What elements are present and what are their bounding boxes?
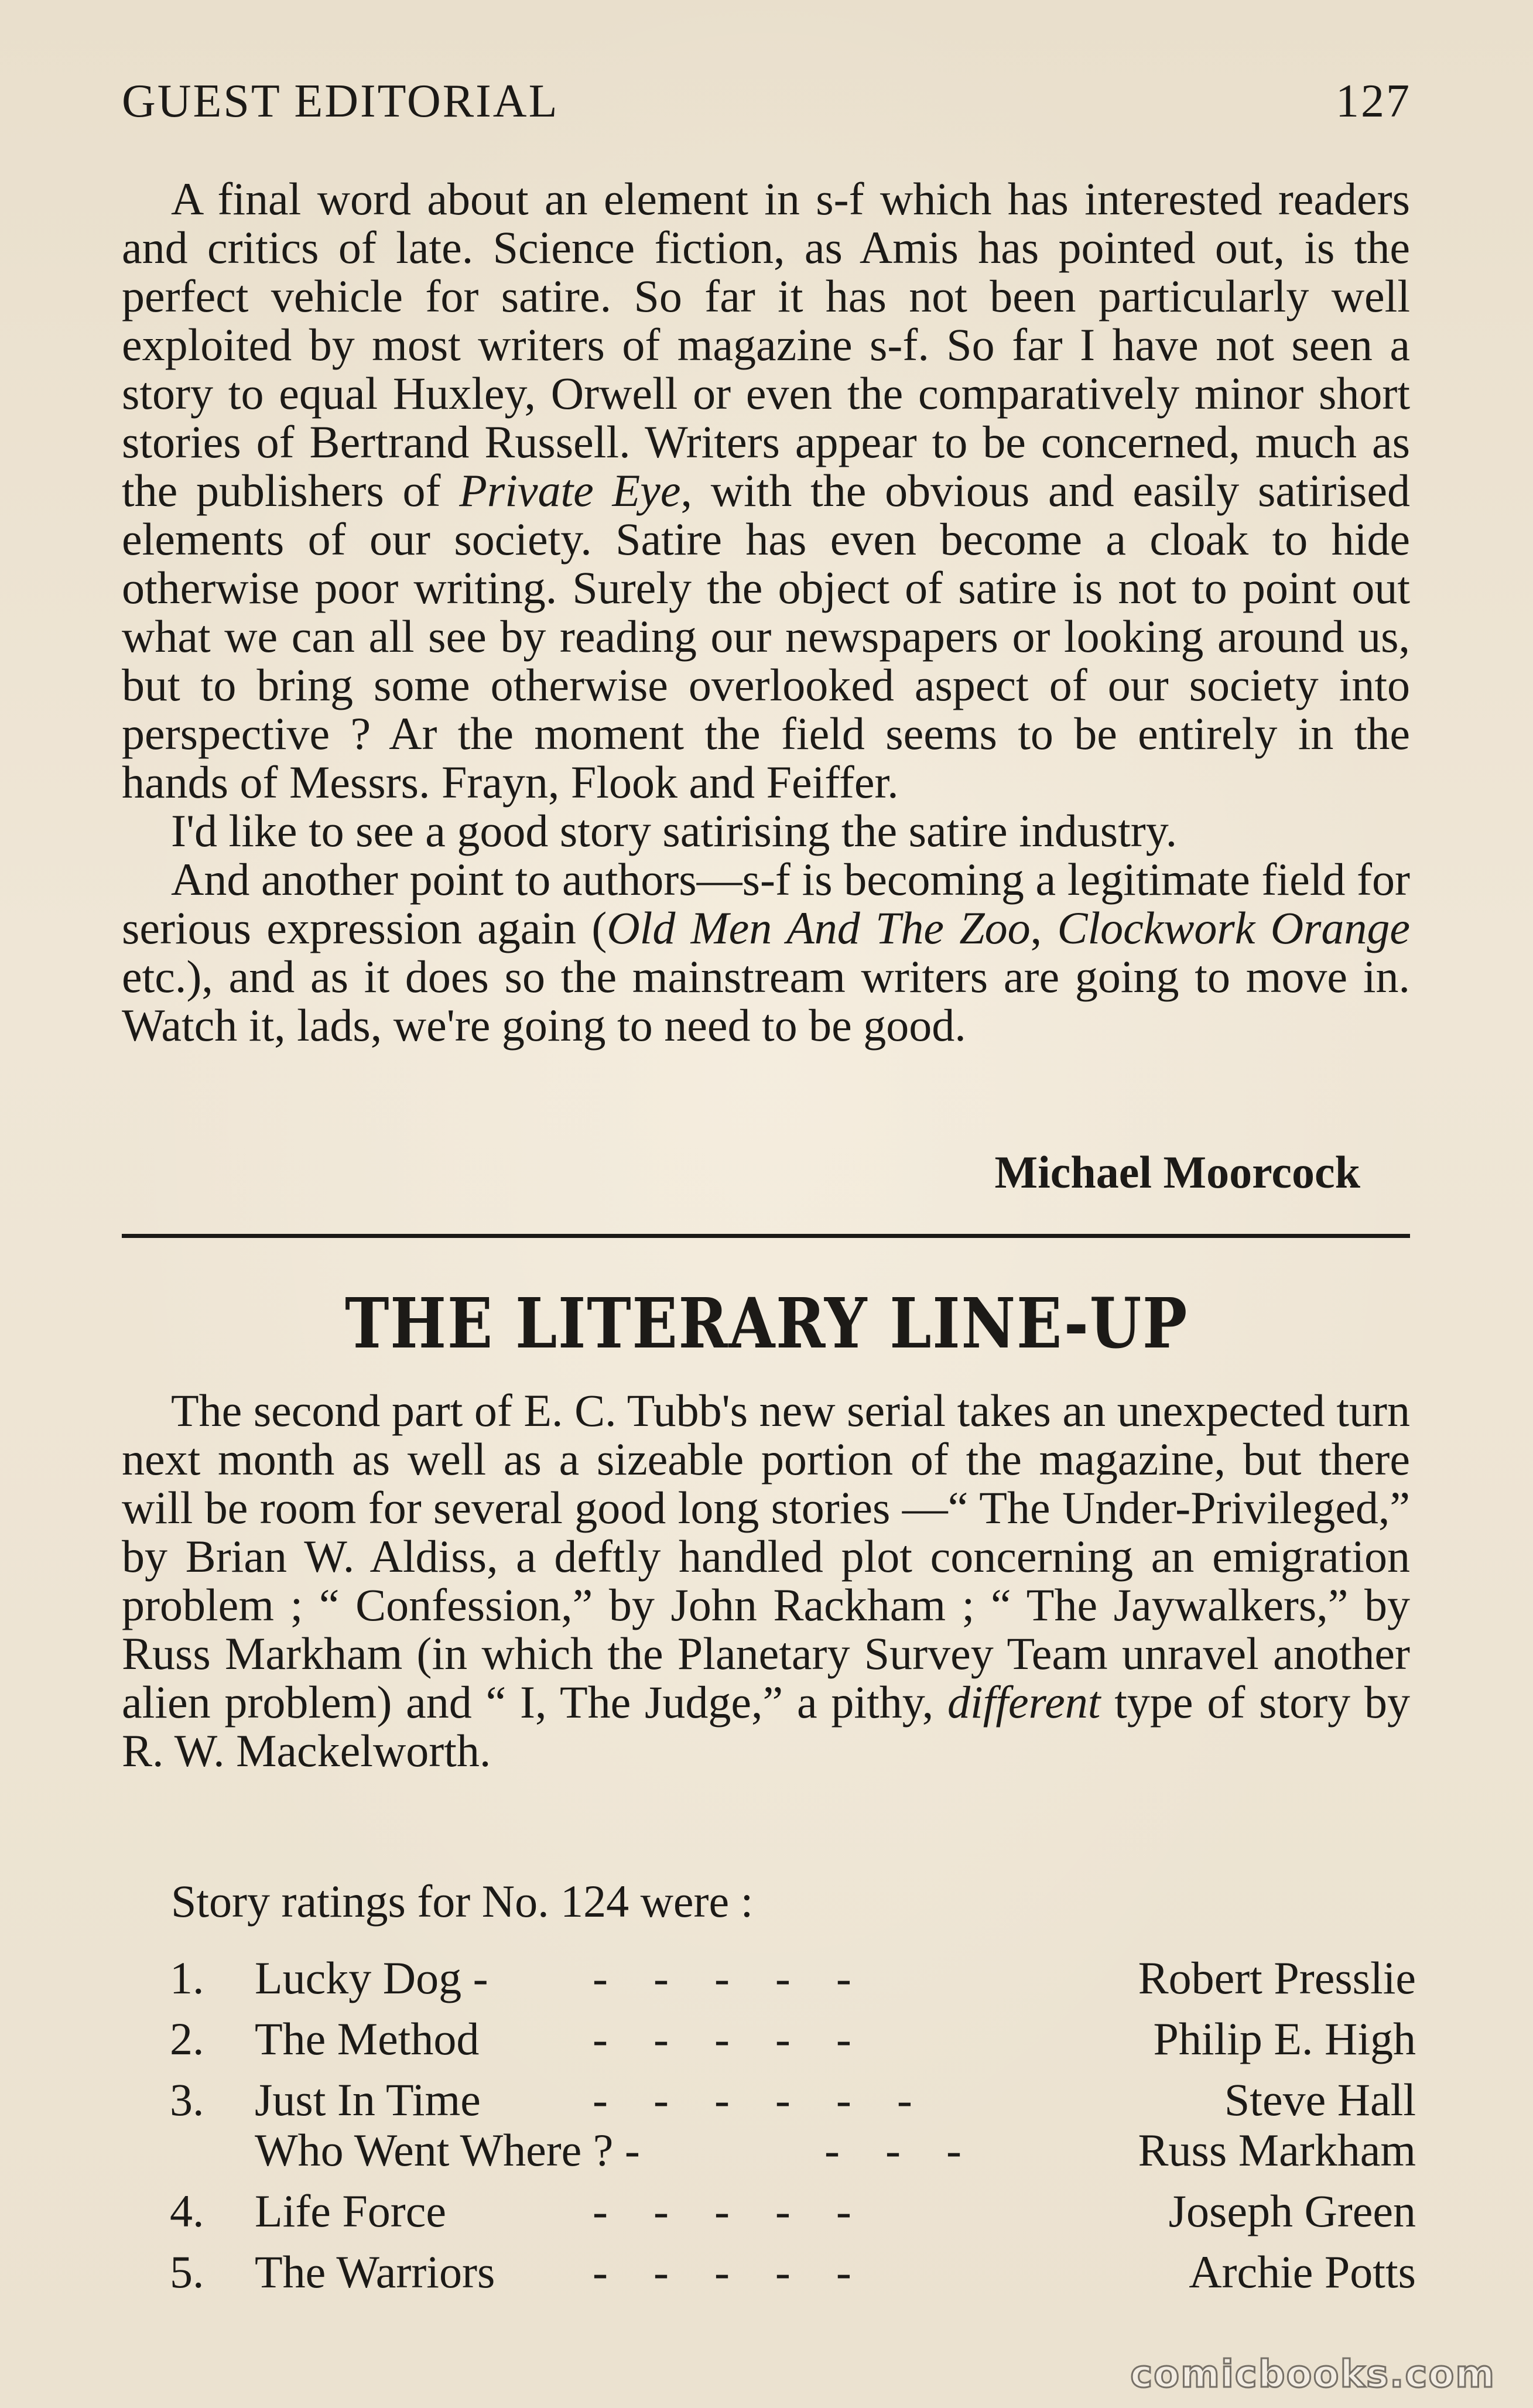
- section-divider: [122, 1234, 1410, 1238]
- list-item: [170, 2124, 1416, 2185]
- story-title: Just In Time: [255, 2074, 481, 2125]
- story-author: Archie Potts: [1189, 2246, 1416, 2297]
- list-item: [170, 2013, 1416, 2074]
- story-title: The Method: [255, 2013, 480, 2064]
- italic-title: Clockwork Orange: [1057, 902, 1410, 953]
- editorial-text: [122, 175, 1410, 1049]
- page-number: 127: [1336, 76, 1411, 127]
- editorial-paragraph: A final word about an element in s-f which has interested readers and critics of late. Science fiction, as Amis has pointed out, is the perfect vehicle for satire. So far it has not been particularly well exploited by most writers of magazine s-f. So far I have not seen a story to equal Huxley, Orwell or even the comparatively minor short stories of Bertrand Russell. Writers appear to be concerned, much as the publishers of Private Eye, with the obvious and easily satirised elements of our society. Satire has even become a cloak to hide otherwise poor writing. Surely the object of satire is not to point out what we can all see by reading our newspapers or looking around us, but to bring some otherwise overlooked aspect of our society into perspective ? Ar the moment the field seems to be entirely in the hands of Messrs. Frayn, Flook and Feiffer.: [122, 173, 1410, 808]
- section-heading: THE LITERARY LINE-UP: [345, 1282, 1188, 1364]
- running-title: GUEST EDITORIAL: [122, 76, 559, 127]
- rank: 1.: [170, 1952, 204, 2003]
- story-author: Steve Hall: [1224, 2074, 1416, 2125]
- lineup-text: [122, 1386, 1410, 1775]
- story-author: Robert Presslie: [1138, 1952, 1416, 2003]
- author-signature: Michael Moorcock: [994, 1147, 1360, 1198]
- editorial-paragraph: I'd like to see a good story satirising the satire industry.: [171, 805, 1178, 856]
- ratings-intro: Story ratings for No. 124 were :: [171, 1876, 754, 1927]
- story-title: Life Force: [255, 2185, 447, 2236]
- leader-dashes: - - - - -: [593, 2246, 851, 2297]
- watermark: comicbooks.com: [1130, 2353, 1496, 2396]
- story-title: Who Went Where ? -: [255, 2125, 640, 2176]
- rank: 4.: [170, 2185, 204, 2236]
- leader-dashes: - - - - -: [593, 2185, 851, 2236]
- story-author: Russ Markham: [1138, 2125, 1416, 2176]
- page-header: [122, 75, 1411, 134]
- leader-dashes: - - - - -: [593, 1952, 851, 2003]
- italic-title: Old Men And The Zoo: [607, 902, 1031, 953]
- list-item: [170, 2246, 1416, 2307]
- editorial-paragraph: And another point to authors—s-f is becoming a legitimate field for serious expression again (Old Men And The Zoo, Clockwork Orange etc.), and as it does so the mainstream writers are going to move in. Watch it, lads, we're going to need to be good.: [122, 854, 1410, 1051]
- story-author: Philip E. High: [1153, 2013, 1416, 2064]
- rank: 3.: [170, 2074, 204, 2125]
- story-ratings-list: [170, 1952, 1416, 2307]
- list-item: [170, 1952, 1416, 2013]
- story-title: Lucky Dog -: [255, 1952, 488, 2003]
- leader-dashes: - - - - - -: [593, 2074, 912, 2125]
- list-item: [170, 2185, 1416, 2246]
- leader-dashes: - - -: [779, 2125, 961, 2176]
- leader-dashes: - - - - -: [593, 2013, 851, 2064]
- italic-title: Private Eye: [459, 465, 681, 516]
- rank: 5.: [170, 2246, 204, 2297]
- story-title: The Warriors: [255, 2246, 495, 2297]
- lineup-paragraph: The second part of E. C. Tubb's new serial takes an unexpected turn next month as well as a sizeable portion of the magazine, but there will be room for several good long stories —“ The Under-Privileged,” by Brian W. Aldiss, a deftly handled plot concerning an emigration problem ; “ Confession,” by John Rackham ; “ The Jaywalkers,” by Russ Markham (in which the Planetary Survey Team unravel another alien problem) and “ I, The Judge,” a pithy, different type of story by R. W. Mackelworth.: [122, 1385, 1411, 1776]
- italic-word: different: [947, 1677, 1101, 1728]
- list-item: [170, 2074, 1416, 2124]
- rank: 2.: [170, 2013, 204, 2064]
- story-author: Joseph Green: [1168, 2185, 1416, 2236]
